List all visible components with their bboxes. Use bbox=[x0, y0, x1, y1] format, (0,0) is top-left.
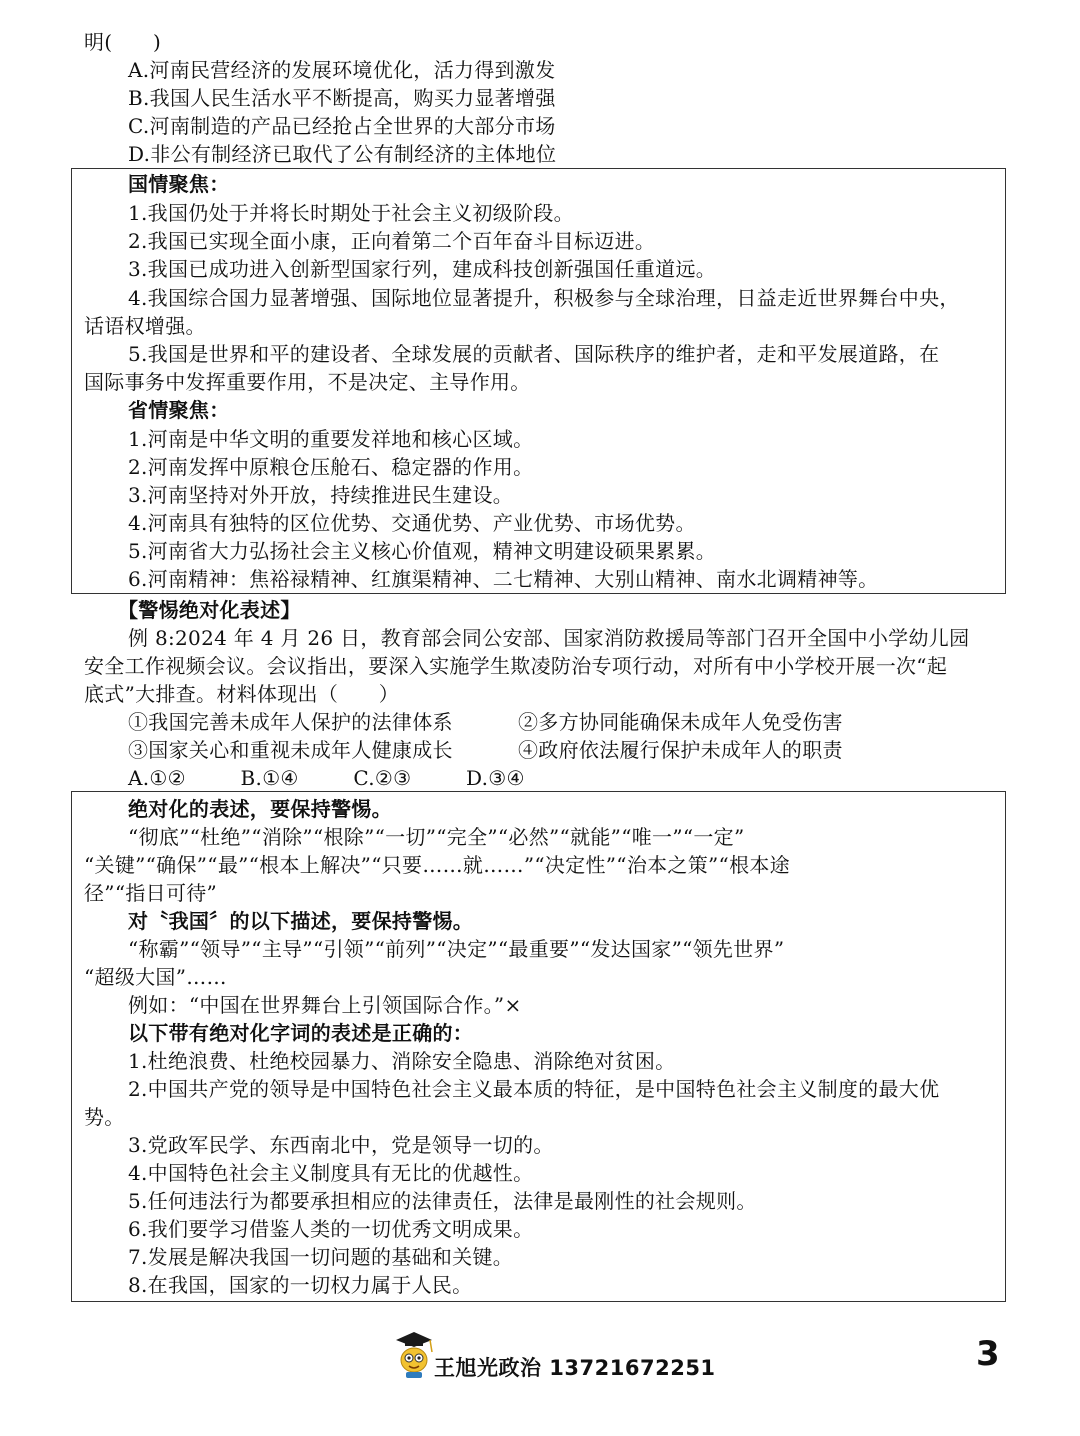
answer-d: D.③④ bbox=[466, 766, 525, 790]
option-a: A.河南民营经济的发展环境优化，活力得到激发 bbox=[128, 58, 556, 82]
example-text: 例 8:2024 年 4 月 26 日，教育部会同公安部、国家消防救援局等部门召开全国中小学幼儿园 bbox=[128, 626, 970, 650]
answer-b: B.①④ bbox=[240, 766, 299, 790]
option-c: C.河南制造的产品已经抢占全世界的大部分市场 bbox=[128, 114, 556, 138]
warning-words: “关键”“确保”“最”“根本上解决”“只要……就……”“决定性”“治本之策”“根本途 bbox=[84, 853, 790, 877]
answer-c: C.②③ bbox=[353, 766, 412, 790]
correct-item: 3.党政军民学、东西南北中，党是领导一切的。 bbox=[128, 1133, 554, 1157]
provincial-item: 2.河南发挥中原粮仓压舱石、稳定器的作用。 bbox=[128, 455, 534, 479]
option-b: B.我国人民生活水平不断提高，购买力显著增强 bbox=[128, 86, 556, 110]
box2-heading: 以下带有绝对化字词的表述是正确的： bbox=[128, 1021, 474, 1045]
answer-a: A.①② bbox=[128, 766, 186, 790]
warning-words: “彻底”“杜绝”“消除”“根除”“一切”“完全”“必然”“就能”“唯一”“一定” bbox=[128, 825, 745, 849]
correct-item: 2.中国共产党的领导是中国特色社会主义最本质的特征，是中国特色社会主义制度的最大优 bbox=[128, 1077, 940, 1101]
warning-words: 径”“指日可待” bbox=[84, 881, 218, 905]
correct-item: 8.在我国，国家的一切权力属于人民。 bbox=[128, 1273, 473, 1297]
choice-2: ②多方协同能确保未成年人免受伤害 bbox=[518, 710, 843, 734]
national-item: 2.我国已实现全面小康，正向着第二个百年奋斗目标迈进。 bbox=[128, 229, 656, 253]
footer-brand: 王旭光政治 13721672251 bbox=[434, 1356, 716, 1380]
provincial-focus-heading: 省情聚焦： bbox=[128, 398, 230, 422]
correct-item: 1.杜绝浪费、杜绝校园暴力、消除安全隐患、消除绝对贫困。 bbox=[128, 1049, 676, 1073]
national-item: 5.我国是世界和平的建设者、全球发展的贡献者、国际秩序的维护者，走和平发展道路，在 bbox=[128, 342, 940, 366]
provincial-item: 6.河南精神：焦裕禄精神、红旗渠精神、二七精神、大别山精神、南水北调精神等。 bbox=[128, 567, 879, 591]
option-d: D.非公有制经济已取代了公有制经济的主体地位 bbox=[128, 142, 557, 166]
correct-item: 6.我们要学习借鉴人类的一切优秀文明成果。 bbox=[128, 1217, 534, 1241]
correct-item: 4.中国特色社会主义制度具有无比的优越性。 bbox=[128, 1161, 534, 1185]
cartoon-graduate-icon bbox=[392, 1328, 436, 1380]
box2-heading: 对〝我国〞的以下描述，要保持警惕。 bbox=[128, 909, 474, 933]
choice-4: ④政府依法履行保护未成年人的职责 bbox=[518, 738, 843, 762]
example-text: 底式”大排查。材料体现出（ ） bbox=[84, 682, 400, 706]
national-item: 3.我国已成功进入创新型国家行列，建成科技创新强国任重道远。 bbox=[128, 257, 717, 281]
provincial-item: 1.河南是中华文明的重要发祥地和核心区域。 bbox=[128, 427, 534, 451]
correct-item: 7.发展是解决我国一切问题的基础和关键。 bbox=[128, 1245, 514, 1269]
question-tail: 明( ) bbox=[84, 30, 162, 54]
choice-1: ①我国完善未成年人保护的法律体系 bbox=[128, 710, 453, 734]
correct-item: 5.任何违法行为都要承担相应的法律责任，法律是最刚性的社会规则。 bbox=[128, 1189, 757, 1213]
example-line: 例如：“中国在世界舞台上引领国际合作。”× bbox=[128, 993, 522, 1017]
national-item: 4.我国综合国力显著增强、国际地位显著提升，积极参与全球治理，日益走近世界舞台中央， bbox=[128, 286, 960, 310]
correct-item-cont: 势。 bbox=[84, 1105, 125, 1129]
national-item-cont: 话语权增强。 bbox=[84, 314, 206, 338]
provincial-item: 5.河南省大力弘扬社会主义核心价值观，精神文明建设硕果累累。 bbox=[128, 539, 717, 563]
box2-heading: 绝对化的表述，要保持警惕。 bbox=[128, 797, 392, 821]
example-text: 安全工作视频会议。会议指出，要深入实施学生欺凌防治专项行动，对所有中小学校开展一次“起 bbox=[84, 654, 948, 678]
warning-words: “超级大国”…… bbox=[84, 965, 227, 989]
provincial-item: 4.河南具有独特的区位优势、交通优势、产业优势、市场优势。 bbox=[128, 511, 696, 535]
national-item-cont: 国际事务中发挥重要作用，不是决定、主导作用。 bbox=[84, 370, 531, 394]
answer-options bbox=[128, 764, 1006, 792]
national-focus-heading: 国情聚焦： bbox=[128, 172, 230, 196]
section-title: 【警惕绝对化表述】 bbox=[118, 598, 301, 622]
national-item: 1.我国仍处于并将长时期处于社会主义初级阶段。 bbox=[128, 201, 574, 225]
provincial-item: 3.河南坚持对外开放，持续推进民生建设。 bbox=[128, 483, 514, 507]
page-number: 3 bbox=[976, 1334, 1000, 1374]
choice-3: ③国家关心和重视未成年人健康成长 bbox=[128, 738, 453, 762]
warning-words: “称霸”“领导”“主导”“引领”“前列”“决定”“最重要”“发达国家”“领先世界” bbox=[128, 937, 785, 961]
